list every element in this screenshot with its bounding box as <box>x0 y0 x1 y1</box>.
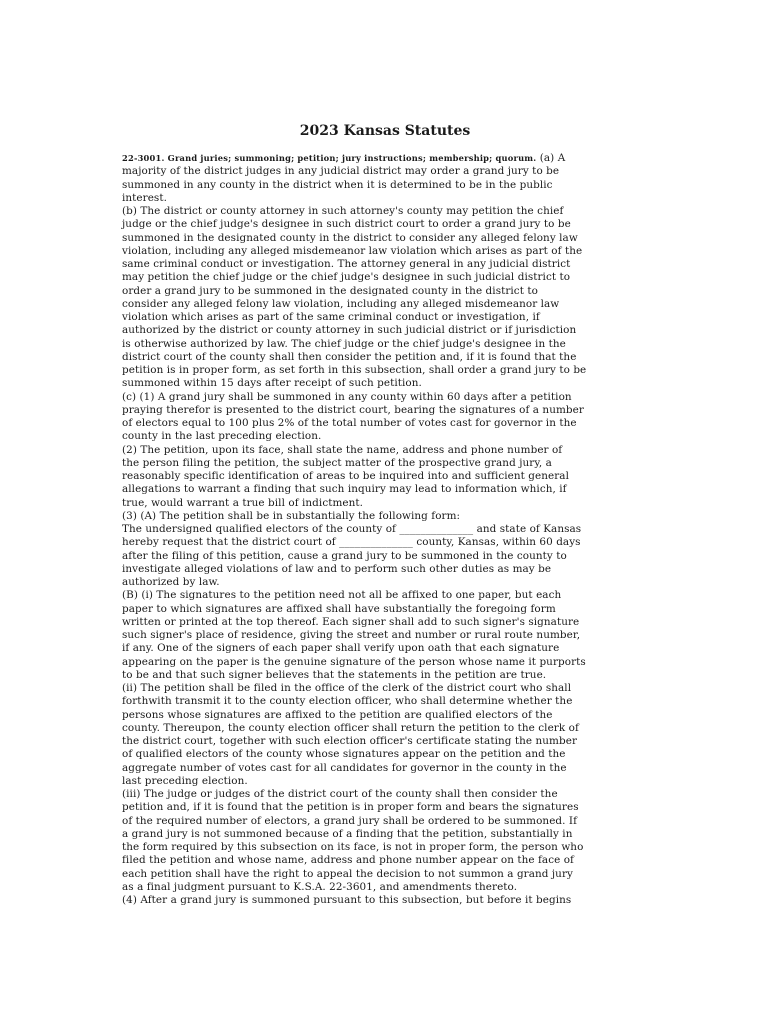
text-line: written or printed at the top thereof. Each signer shall add to such signer's signature <box>122 615 580 628</box>
text-line: praying therefor is presented to the district court, bearing the signatures of a number <box>122 403 584 416</box>
text-line: the person filing the petition, the subject matter of the prospective grand jury, a <box>122 456 552 469</box>
page-title: 2023 Kansas Statutes <box>299 123 471 139</box>
text-line: same criminal conduct or investigation. The attorney general in any judicial district <box>122 258 571 270</box>
text-line: petition and, if it is found that the petition is in proper form and bears the signatures <box>122 801 579 814</box>
statute-body <box>122 152 650 907</box>
text-line: true, would warrant a true bill of indictment. <box>122 496 364 509</box>
text-line: the form required by this subsection on its face, is not in proper form, the person who <box>122 841 584 853</box>
text-line: as a final judgment pursuant to K.S.A. 22-3601, and amendments thereto. <box>122 880 518 893</box>
text-line: violation, including any alleged misdemeanor law violation which arises as part of the <box>122 244 583 257</box>
text-line: a grand jury is not summoned because of a finding that the petition, substantially in <box>122 827 573 840</box>
text-line: of electors equal to 100 plus 2% of the total number of votes cast for governor in the <box>122 417 577 429</box>
text-line: authorized by law. <box>122 576 220 588</box>
text-line: filed the petition and whose name, address and phone number appear on the face of <box>122 854 574 867</box>
text-line: (iii) The judge or judges of the district court of the county shall then consider the <box>122 788 558 800</box>
text-line: judge or the chief judge's designee in such district court to order a grand jury to be <box>122 218 571 231</box>
text-line: (2) The petition, upon its face, shall state the name, address and phone number of <box>122 443 563 456</box>
text-line: petition is in proper form, as set forth in this subsection, shall order a grand jury to be <box>122 364 587 376</box>
text-line: allegations to warrant a finding that such inquiry may lead to information which, if <box>122 483 567 496</box>
text-line: hereby request that the district court of ______________ county, Kansas, within 60 days <box>122 536 581 549</box>
text-line: paper to which signatures are affixed shall have substantially the foregoing form <box>122 602 556 615</box>
text-line: may petition the chief judge or the chief judge's designee in such judicial district to <box>122 271 571 284</box>
text-line: each petition shall have the right to appeal the decision to not summon a grand jury <box>122 867 573 880</box>
text-line: summoned in the designated county in the district to consider any alleged felony law <box>122 231 578 244</box>
text-line: (ii) The petition shall be filed in the office of the clerk of the district court who shall <box>122 682 572 694</box>
text-line: of the required number of electors, a grand jury shall be ordered to be summoned. If <box>122 814 578 827</box>
text-line: persons whose signatures are affixed to the petition are qualified electors of the <box>122 708 553 721</box>
text-line: (b) The district or county attorney in such attorney's county may petition the chief <box>122 205 564 217</box>
text-line: summoned within 15 days after receipt of such petition. <box>122 377 422 390</box>
text-line: (3) (A) The petition shall be in substantially the following form: <box>122 509 461 522</box>
text-line: authorized by the district or county attorney in such judicial district or if jurisdiction <box>122 324 577 337</box>
text-line: forthwith transmit it to the county election officer, who shall determine whether the <box>122 695 573 708</box>
text-line: of qualified electors of the county whose signatures appear on the petition and the <box>122 748 566 761</box>
text-line: is otherwise authorized by law. The chief judge or the chief judge's designee in the <box>122 337 566 350</box>
text-line: appearing on the paper is the genuine signature of the person whose name it purports <box>122 655 586 668</box>
text-line: after the filing of this petition, cause a grand jury to be summoned in the county to <box>122 549 567 562</box>
text-line: majority of the district judges in any judicial district may order a grand jury to be <box>122 165 560 178</box>
text-line: such signer's place of residence, giving the street and number or rural route number, <box>122 629 581 641</box>
text-line: investigate alleged violations of law and to perform such other duties as may be <box>122 562 552 575</box>
text-line: summoned in any county in the district when it is determined to be in the public <box>122 178 553 191</box>
text-line: county. Thereupon, the county election officer shall return the petition to the clerk of <box>122 721 579 734</box>
text-line: if any. One of the signers of each paper shall verify upon oath that each signature <box>122 642 560 655</box>
text-line: (4) After a grand jury is summoned pursuant to this subsection, but before it begins <box>122 894 572 906</box>
text-line: (B) (i) The signatures to the petition need not all be affixed to one paper, but each <box>122 589 562 602</box>
text-line: interest. <box>122 191 167 204</box>
text-line: aggregate number of votes cast for all candidates for governor in the county in the <box>122 761 567 774</box>
text-line: county in the last preceding election. <box>122 430 322 443</box>
text-line: reasonably specific identification of areas to be inquired into and sufficient general <box>122 470 569 482</box>
first-line-tail: (a) A <box>539 152 566 164</box>
text-line: to be and that such signer believes that the statements in the petition are true. <box>122 668 547 681</box>
first-line <box>122 152 650 165</box>
text-line: order a grand jury to be summoned in the designated county in the district to <box>122 284 538 297</box>
text-line: violation which arises as part of the same criminal conduct or investigation, if <box>122 311 540 323</box>
text-line: The undersigned qualified electors of the county of ______________ and state of Kansas <box>122 523 582 535</box>
section-heading: 22-3001. Grand juries; summoning; petition; jury instructions; membership; quorum. <box>122 153 537 163</box>
text-line: consider any alleged felony law violation, including any alleged misdemeanor law <box>122 297 560 310</box>
text-line: the district court, together with such election officer's certificate stating the number <box>122 735 577 747</box>
text-line: district court of the county shall then consider the petition and, if it is found that the <box>122 350 577 363</box>
text-line: last preceding election. <box>122 774 248 787</box>
text-line: (c) (1) A grand jury shall be summoned in any county within 60 days after a petition <box>122 390 572 403</box>
